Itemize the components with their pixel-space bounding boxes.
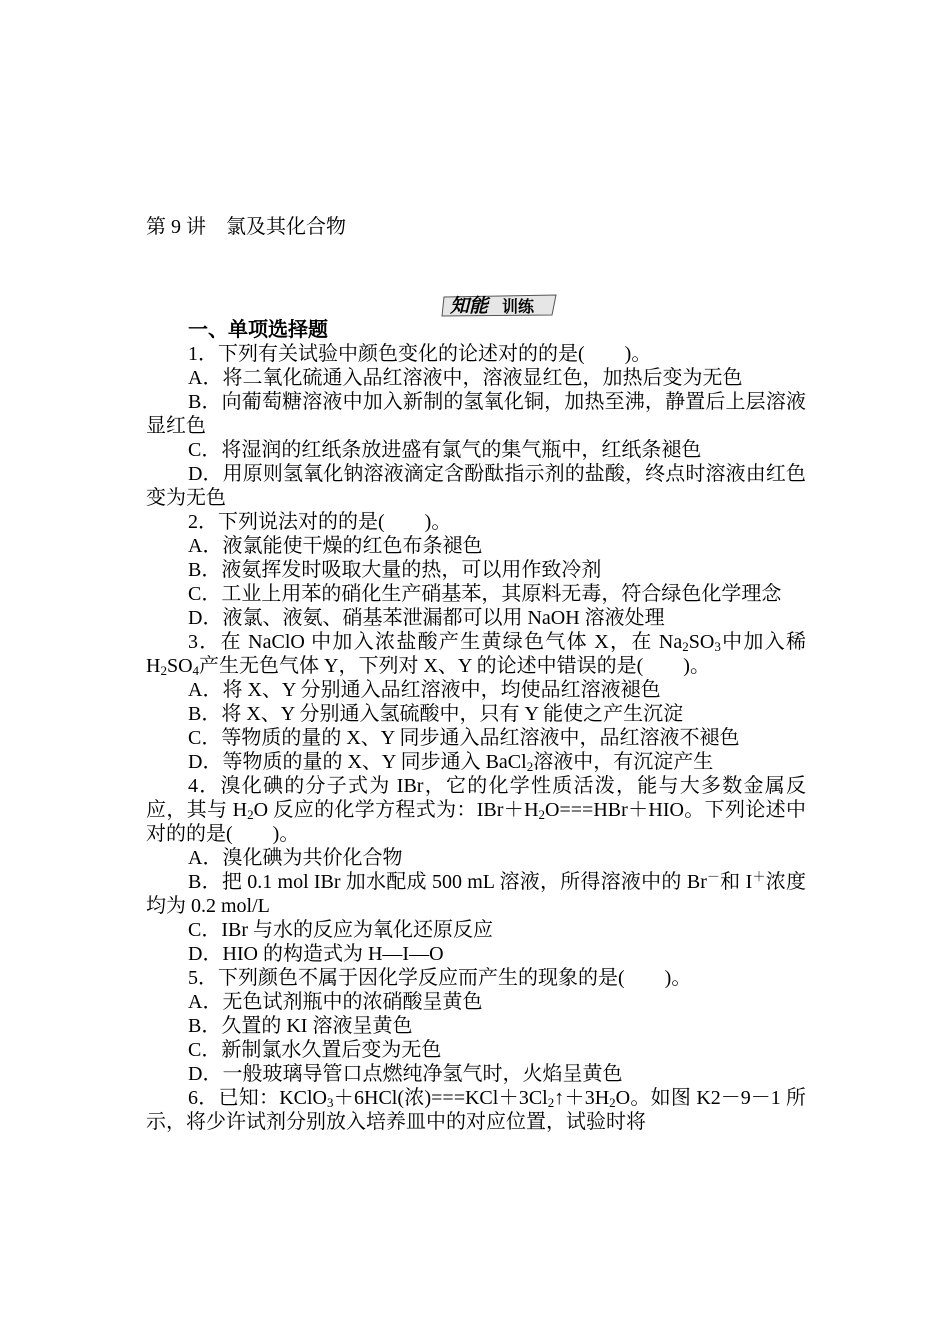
subscript: 3 bbox=[327, 1095, 334, 1110]
superscript: － bbox=[706, 869, 720, 884]
q3-stem-part: 3．在 NaClO 中加入浓盐酸产生黄绿色气体 X，在 Na bbox=[188, 631, 683, 653]
q2-option-a: A．液氯能使干燥的红色布条褪色 bbox=[188, 535, 483, 557]
subscript: 2 bbox=[538, 807, 546, 822]
subscript: 2 bbox=[160, 663, 167, 678]
q6-stem-part: 6．已知：KClO bbox=[188, 1087, 328, 1109]
q1-option-a: A．将二氧化硫通入品红溶液中，溶液显红色，加热后变为无色 bbox=[188, 367, 743, 389]
q3-option-d-part: D．等物质的量的 X、Y 同步通入 BaCl bbox=[188, 751, 527, 773]
q5-stem: 5．下列颜色不属于因化学反应而产生的现象的是( )。 bbox=[188, 967, 692, 989]
subscript: 2 bbox=[682, 639, 689, 654]
q3-stem-part: SO bbox=[166, 655, 193, 677]
q3-stem-part: 产生无色气体 Y，下列对 X、Y 的论述中错误的是( )。 bbox=[199, 655, 710, 677]
badge-part2: 训练 bbox=[502, 297, 535, 316]
q4-option-c: C．IBr 与水的反应为氧化还原反应 bbox=[188, 919, 493, 941]
subscript: 3 bbox=[714, 639, 721, 654]
q6-stem-part: ↑＋3H bbox=[554, 1087, 610, 1109]
page-title: 第 9 讲 氯及其化合物 bbox=[146, 216, 346, 238]
q5-option-c: C．新制氯水久置后变为无色 bbox=[188, 1039, 442, 1061]
q3-option-d-part: 溶液中，有沉淀产生 bbox=[533, 751, 714, 773]
q5-option-a: A．无色试剂瓶中的浓硝酸呈黄色 bbox=[188, 991, 483, 1013]
subscript: 2 bbox=[609, 1095, 616, 1110]
q3-stem-part: SO bbox=[688, 631, 715, 653]
q5-option-d: D．一般玻璃导管口点燃纯净氢气时，火焰呈黄色 bbox=[188, 1063, 623, 1085]
section-badge bbox=[440, 291, 560, 319]
q2-option-c: C．工业上用苯的硝化生产硝基苯，其原料无毒，符合绿色化学理念 bbox=[188, 583, 782, 605]
q4-stem bbox=[146, 774, 806, 846]
q2-stem: 2．下列说法对的的是( )。 bbox=[188, 511, 452, 533]
q4-option-b-part: B．把 0.1 mol IBr 加水配成 500 mL 溶液，所得溶液中的 Br bbox=[188, 871, 707, 893]
q4-option-b-part: 和 I bbox=[719, 871, 753, 893]
q4-stem-part: O===HBr＋HIO。下列论述中对的的是( )。 bbox=[146, 799, 806, 845]
subscript: 2 bbox=[547, 1095, 555, 1110]
q2-option-b: B．液氨挥发时吸取大量的热，可以用作致冷剂 bbox=[188, 559, 602, 581]
q6-stem-part: O。如图 K2－9－1 所示，将少许试剂分别放入培养皿中的对应位置，试验时将 bbox=[146, 1087, 807, 1133]
q4-option-b-part: 浓度均为 0.2 mol/L bbox=[146, 871, 806, 917]
q1-option-d: D．用原则氢氧化钠溶液滴定含酚酞指示剂的盐酸，终点时溶液由红色变为无色 bbox=[146, 463, 806, 509]
q3-option-a: A．将 X、Y 分别通入品红溶液中，均使品红溶液褪色 bbox=[188, 679, 661, 701]
q3-stem-part: 中加入稀 H bbox=[146, 631, 806, 677]
q1-option-b: B．向葡萄糖溶液中加入新制的氢氧化铜，加热至沸，静置后上层溶液显红色 bbox=[146, 391, 806, 437]
q3-option-b: B．将 X、Y 分别通入氢硫酸中，只有 Y 能使之产生沉淀 bbox=[188, 703, 684, 725]
q5-option-b: B．久置的 KI 溶液呈黄色 bbox=[188, 1015, 413, 1037]
section-heading: 一、单项选择题 bbox=[188, 319, 328, 341]
q3-stem bbox=[146, 630, 806, 678]
q4-stem-part: 4．溴化碘的分子式为 IBr，它的化学性质活泼，能与大多数金属反应，其与 H bbox=[146, 775, 806, 821]
subscript: 4 bbox=[192, 663, 200, 678]
q6-stem-part: ＋6HCl(浓)===KCl＋3Cl bbox=[333, 1087, 548, 1109]
q4-option-b bbox=[146, 870, 806, 918]
q4-option-d: D．HIO 的构造式为 H—I—O bbox=[188, 943, 444, 965]
q4-option-a: A．溴化碘为共价化合物 bbox=[188, 847, 403, 869]
superscript: ＋ bbox=[752, 869, 766, 884]
q1-option-c: C．将湿润的红纸条放进盛有氯气的集气瓶中，红纸条褪色 bbox=[188, 439, 702, 461]
q2-option-d: D．液氯、液氨、硝基苯泄漏都可以用 NaOH 溶液处理 bbox=[188, 607, 665, 629]
q4-stem-part: O 反应的化学方程式为：IBr＋H bbox=[253, 799, 539, 821]
question-content bbox=[146, 318, 806, 1134]
subscript: 2 bbox=[526, 759, 534, 774]
q3-option-d bbox=[146, 750, 806, 774]
q1-stem: 1．下列有关试验中颜色变化的论述对的的是( )。 bbox=[188, 343, 652, 365]
badge-part1: 知能 bbox=[450, 295, 489, 317]
subscript: 2 bbox=[247, 807, 254, 822]
q3-option-c: C．等物质的量的 X、Y 同步通入品红溶液中，品红溶液不褪色 bbox=[188, 727, 740, 749]
q6-stem bbox=[146, 1086, 806, 1134]
